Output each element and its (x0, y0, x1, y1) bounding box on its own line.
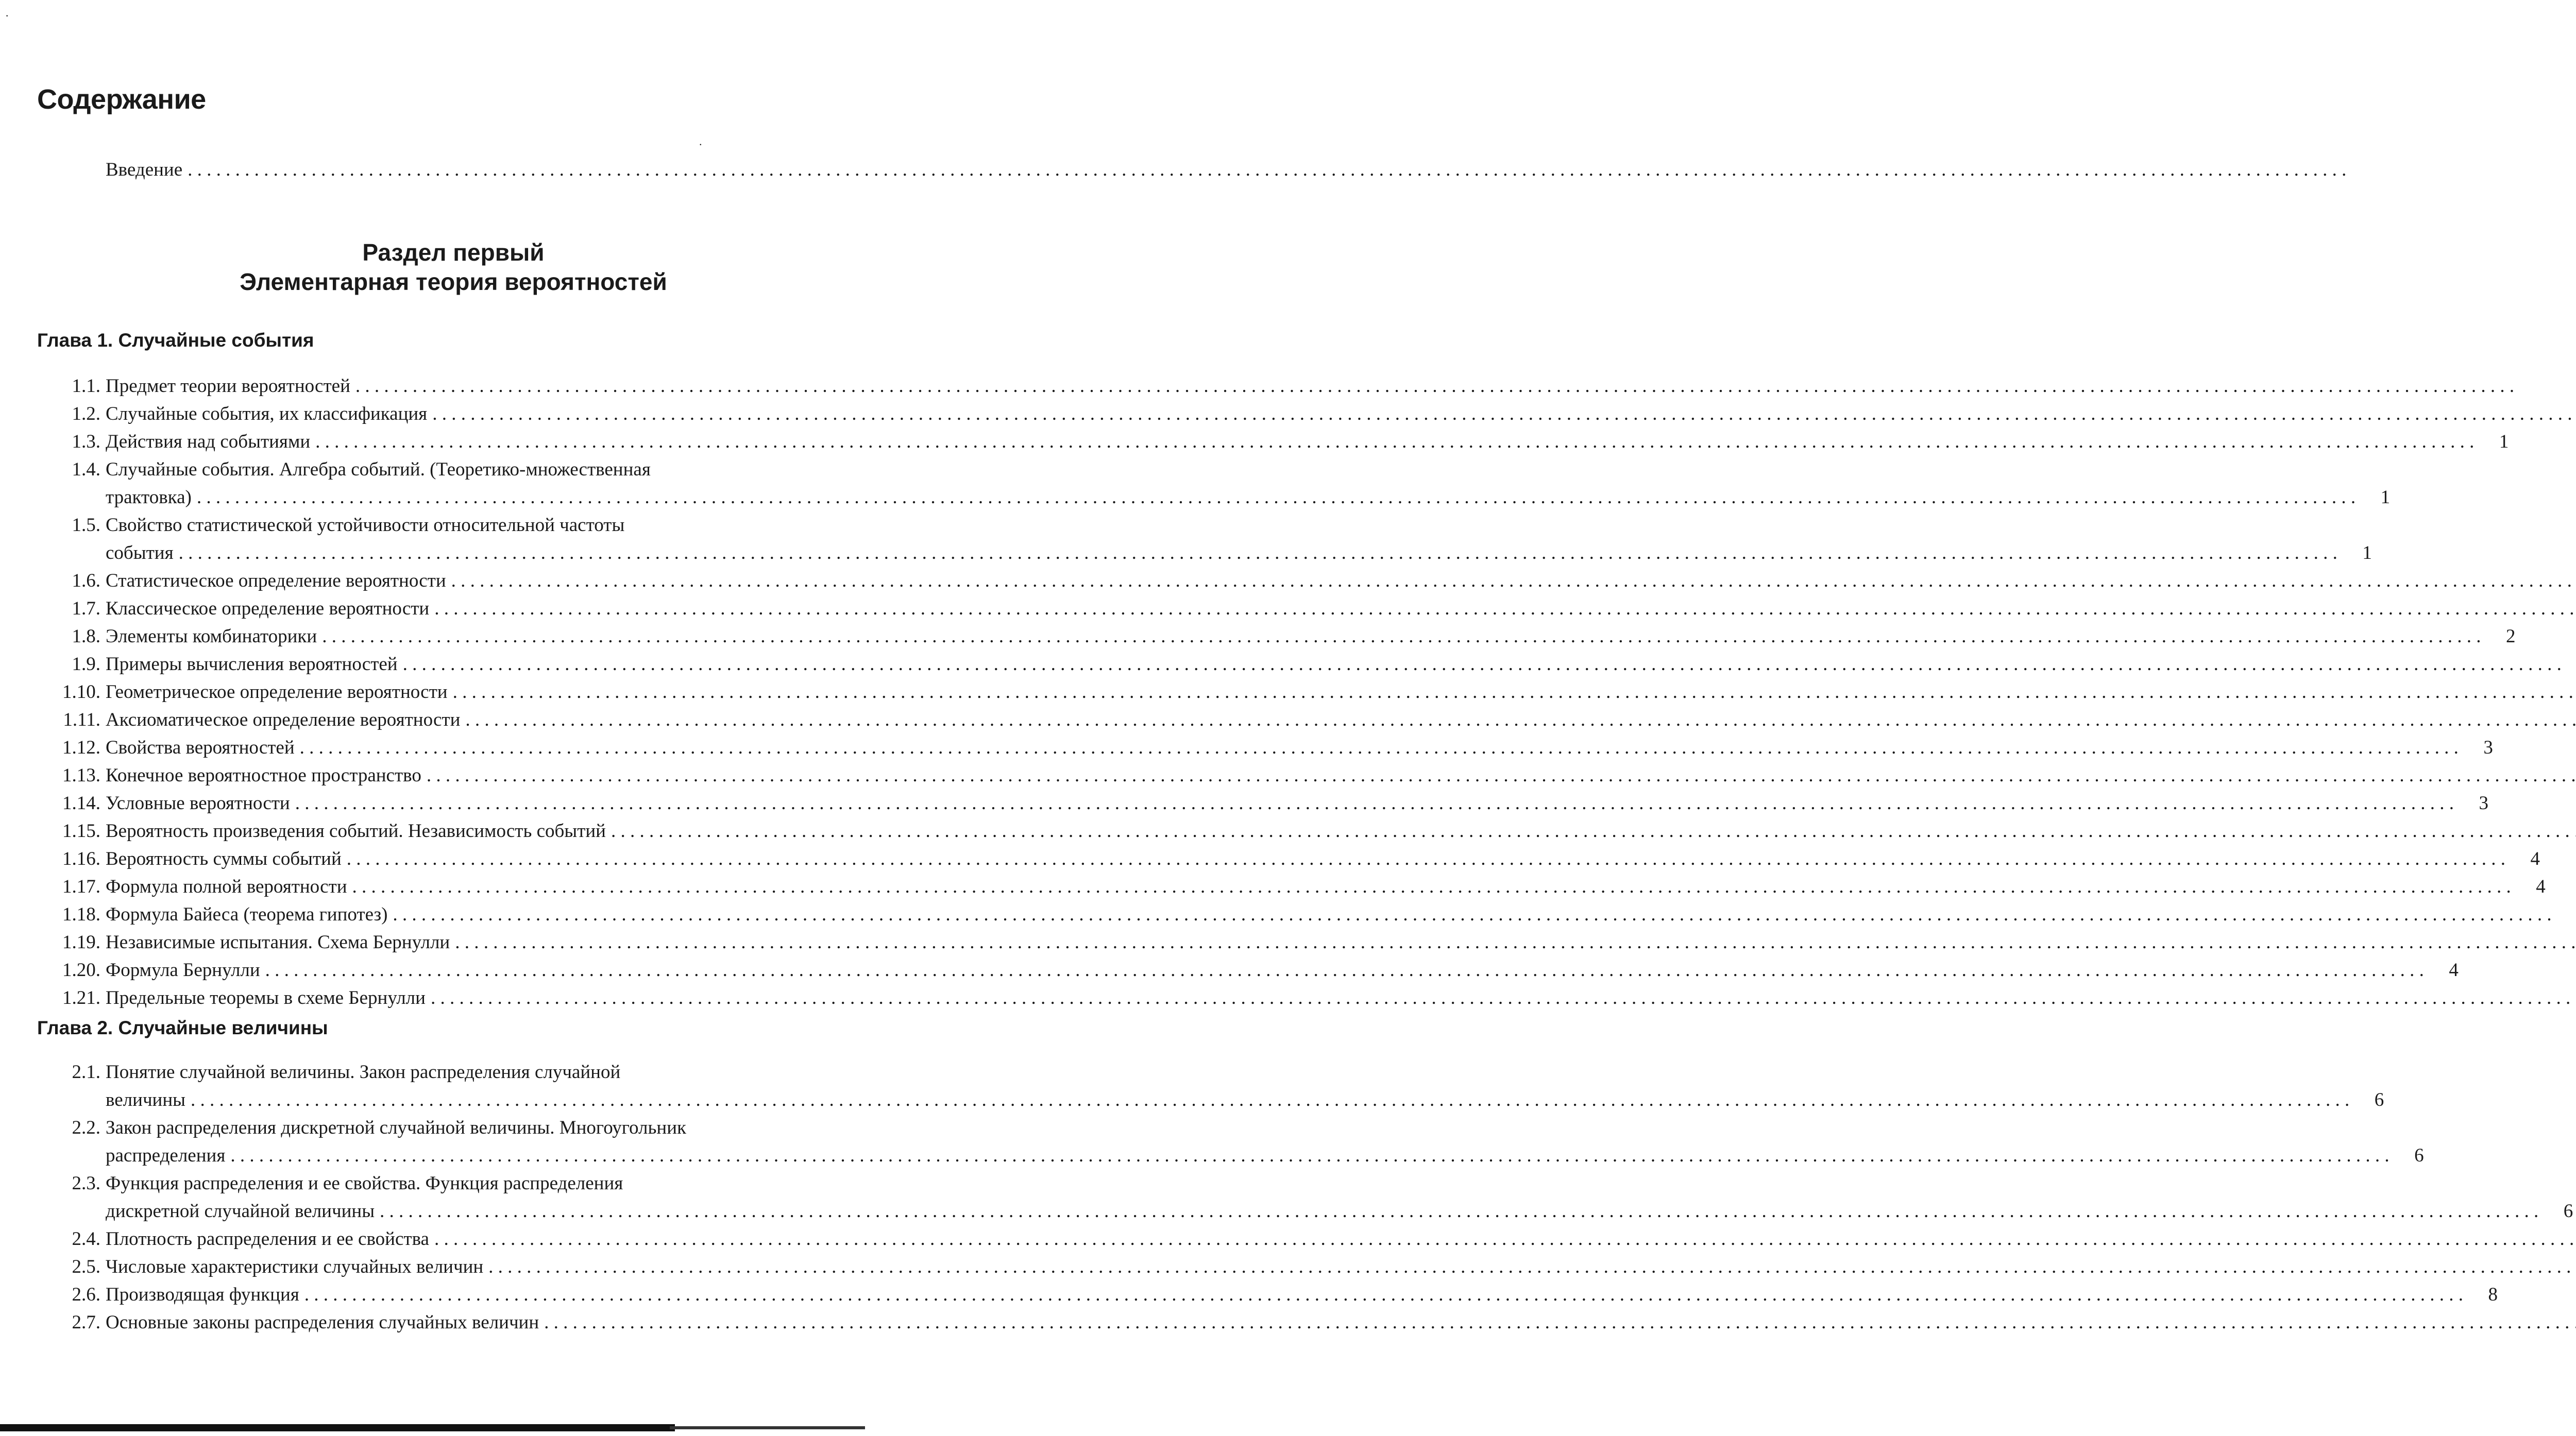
toc-entry[interactable] (72, 1309, 865, 1337)
toc-entry[interactable] (106, 1086, 2384, 1114)
toc-entry[interactable] (72, 595, 876, 623)
toc-entry[interactable] (106, 539, 2372, 567)
toc-entry[interactable] (72, 1281, 2498, 1309)
entry-page: 3 (2483, 737, 2493, 758)
corner-mark: · (5, 9, 9, 22)
toc-entry[interactable] (72, 372, 876, 400)
entry-number: 1.2. (72, 403, 100, 424)
entry-text: Производящая функция (106, 1284, 299, 1305)
dot-leader (315, 428, 2474, 456)
toc-entry[interactable] (106, 484, 2391, 511)
entry-text: Плотность распределения и ее свойства (106, 1228, 429, 1250)
dot-leader (230, 1142, 2389, 1170)
entry-number: 1.20. (62, 960, 100, 981)
dot-leader (544, 1309, 2576, 1337)
entry-number: 1.1. (72, 375, 100, 397)
entry-text: Геометрическое определение вероятности (106, 681, 448, 703)
entry-text-line: Случайные события. Алгебра событий. (Теоретико-множественная (106, 459, 651, 480)
toc-entry[interactable] (62, 984, 876, 1012)
toc-entry-intro[interactable] (106, 156, 835, 184)
dot-leader (300, 734, 2459, 762)
entry-number: 1.21. (62, 987, 100, 1008)
dot-leader (352, 873, 2511, 901)
dot-leader (427, 762, 2576, 790)
entry-number: 1.4. (72, 459, 100, 480)
entry-page: 6 (2414, 1145, 2424, 1166)
dot-leader (304, 1281, 2463, 1309)
toc-entry[interactable] (106, 1198, 2573, 1225)
dot-leader (179, 539, 2337, 567)
dot-leader (188, 156, 2346, 184)
dot-leader (380, 1198, 2538, 1225)
toc-entry[interactable] (62, 790, 2488, 817)
entry-text: Основные законы распределения случайных величин (106, 1312, 539, 1333)
entry-number: 2.3. (72, 1173, 100, 1194)
toc-entry[interactable] (72, 428, 2509, 456)
toc-entry[interactable] (72, 1253, 865, 1281)
entry-page: 6 (2374, 1089, 2384, 1110)
toc-entry[interactable] (72, 651, 876, 678)
entry-text: Вероятность произведения событий. Независимость событий (106, 820, 606, 842)
entry-number: 1.5. (72, 515, 100, 536)
toc-entry[interactable] (62, 734, 2493, 762)
dot-leader (347, 845, 2505, 873)
entry-number: 1.11. (63, 709, 100, 730)
dot-leader (393, 901, 2551, 929)
entry-page: 4 (2536, 876, 2546, 897)
entry-number: 2.6. (72, 1284, 100, 1305)
entry-text: Случайные события, их классификация (106, 403, 428, 424)
entry-number: 1.10. (62, 681, 100, 703)
toc-entry[interactable] (62, 678, 876, 706)
entry-text: Введение (106, 159, 183, 180)
entry-text: Классическое определение вероятности (106, 598, 430, 619)
entry-text-line: Понятие случайной величины. Закон распределения случайной (106, 1062, 621, 1083)
entry-number: 2.5. (72, 1256, 100, 1277)
entry-text: Числовые характеристики случайных величин (106, 1256, 484, 1277)
toc-entry[interactable] (63, 706, 876, 734)
entry-number: 1.16. (62, 848, 100, 869)
entry-text: распределения (106, 1145, 226, 1166)
entry-text: Условные вероятности (106, 793, 290, 814)
entry-text: Предмет теории вероятностей (106, 375, 350, 397)
entry-text: события (106, 542, 174, 563)
dot-leader (455, 929, 2576, 956)
entry-text: Формула полной вероятности (106, 876, 347, 897)
entry-number: 2.7. (72, 1312, 100, 1333)
toc-entry[interactable] (62, 873, 2546, 901)
dot-leader (355, 372, 2514, 400)
entry-number: 1.19. (62, 932, 100, 953)
dot-leader (322, 623, 2481, 651)
entry-text: дискретной случайной величины (106, 1201, 375, 1222)
entry-text-line: Функция распределения и ее свойства. Функция распределения (106, 1173, 623, 1194)
entry-number: 1.9. (72, 654, 100, 675)
entry-number: 2.1. (72, 1062, 100, 1083)
entry-text: Статистическое определение вероятности (106, 570, 446, 591)
toc-entry[interactable] (62, 956, 2459, 984)
toc-entry[interactable] (106, 1142, 2424, 1170)
toc-entry[interactable] (72, 400, 876, 428)
entry-page: 3 (2479, 793, 2488, 814)
toc-entry[interactable] (72, 623, 2516, 651)
chapter-heading-2: Глава 2. Случайные величины (37, 1017, 328, 1038)
entry-number: 1.8. (72, 626, 100, 647)
dot-leader (191, 1086, 2349, 1114)
entry-number: 1.18. (62, 904, 100, 925)
entry-text: Конечное вероятностное пространство (106, 765, 421, 786)
entry-text: Формула Бернулли (106, 960, 260, 981)
entry-text: Элементы комбинаторики (106, 626, 317, 647)
entry-number: 1.15. (62, 820, 100, 842)
entry-number: 2.2. (72, 1117, 100, 1138)
entry-page: 1 (2499, 431, 2509, 452)
toc-entry[interactable] (72, 567, 876, 595)
dot-leader (295, 790, 2454, 817)
entry-page: 1 (2380, 487, 2391, 508)
entry-page (2558, 901, 2576, 929)
toc-entry[interactable] (62, 817, 876, 845)
dot-leader (453, 678, 2576, 706)
toc-entry[interactable] (62, 901, 876, 929)
dot-leader (451, 567, 2576, 595)
dot-leader (465, 706, 2576, 734)
entry-page: 2 (2505, 626, 2516, 647)
entry-number: 1.14. (62, 793, 100, 814)
dot-leader (434, 595, 2576, 623)
bottom-rule (0, 1424, 675, 1431)
dot-leader (197, 484, 2355, 511)
entry-text: Вероятность суммы событий (106, 848, 342, 869)
toc-title: Содержание (37, 84, 206, 115)
chapter-heading-1: Глава 1. Случайные события (37, 330, 314, 351)
dot-leader (488, 1253, 2576, 1281)
entry-page: 1 (2362, 542, 2372, 563)
entry-text: Предельные теоремы в схеме Бернулли (106, 987, 426, 1008)
entry-number: 2.4. (72, 1228, 100, 1250)
entry-page: 8 (2488, 1284, 2498, 1305)
dot-leader (611, 817, 2576, 845)
entry-page: 4 (2530, 848, 2540, 869)
entry-text: трактовка) (106, 487, 192, 508)
entry-text: Действия над событиями (106, 431, 311, 452)
entry-number: 1.6. (72, 570, 100, 591)
entry-number: 1.12. (62, 737, 100, 758)
entry-text: Формула Байеса (теорема гипотез) (106, 904, 388, 925)
entry-page: 4 (2449, 960, 2459, 981)
dot-leader (432, 400, 2576, 428)
dot-leader (434, 1225, 2576, 1253)
entry-number: 1.3. (72, 431, 100, 452)
entry-number: 1.7. (72, 598, 100, 619)
entry-number: 1.17. (62, 876, 100, 897)
section-label: Раздел первый (362, 239, 545, 266)
toc-entry[interactable] (62, 929, 876, 956)
entry-text: Примеры вычисления вероятностей (106, 654, 398, 675)
toc-entry[interactable] (72, 1225, 865, 1253)
entry-page (2568, 651, 2576, 678)
entry-text-line: Закон распределения дискретной случайной величины. Многоугольник (106, 1117, 686, 1138)
toc-entry[interactable] (62, 845, 2540, 873)
entry-text: величины (106, 1089, 186, 1110)
entry-text: Свойства вероятностей (106, 737, 295, 758)
toc-entry[interactable] (62, 762, 876, 790)
dot-leader (265, 956, 2424, 984)
stray-dot: . (699, 135, 702, 148)
section-subtitle: Элементарная теория вероятностей (240, 268, 667, 295)
entry-number: 1.13. (62, 765, 100, 786)
entry-text: Независимые испытания. Схема Бернулли (106, 932, 450, 953)
entry-text-line: Свойство статистической устойчивости относительной частоты (106, 515, 625, 536)
dot-leader (431, 984, 2576, 1012)
entry-page: 6 (2563, 1201, 2573, 1222)
dot-leader (403, 651, 2562, 678)
entry-text: Аксиоматическое определение вероятности (106, 709, 461, 730)
